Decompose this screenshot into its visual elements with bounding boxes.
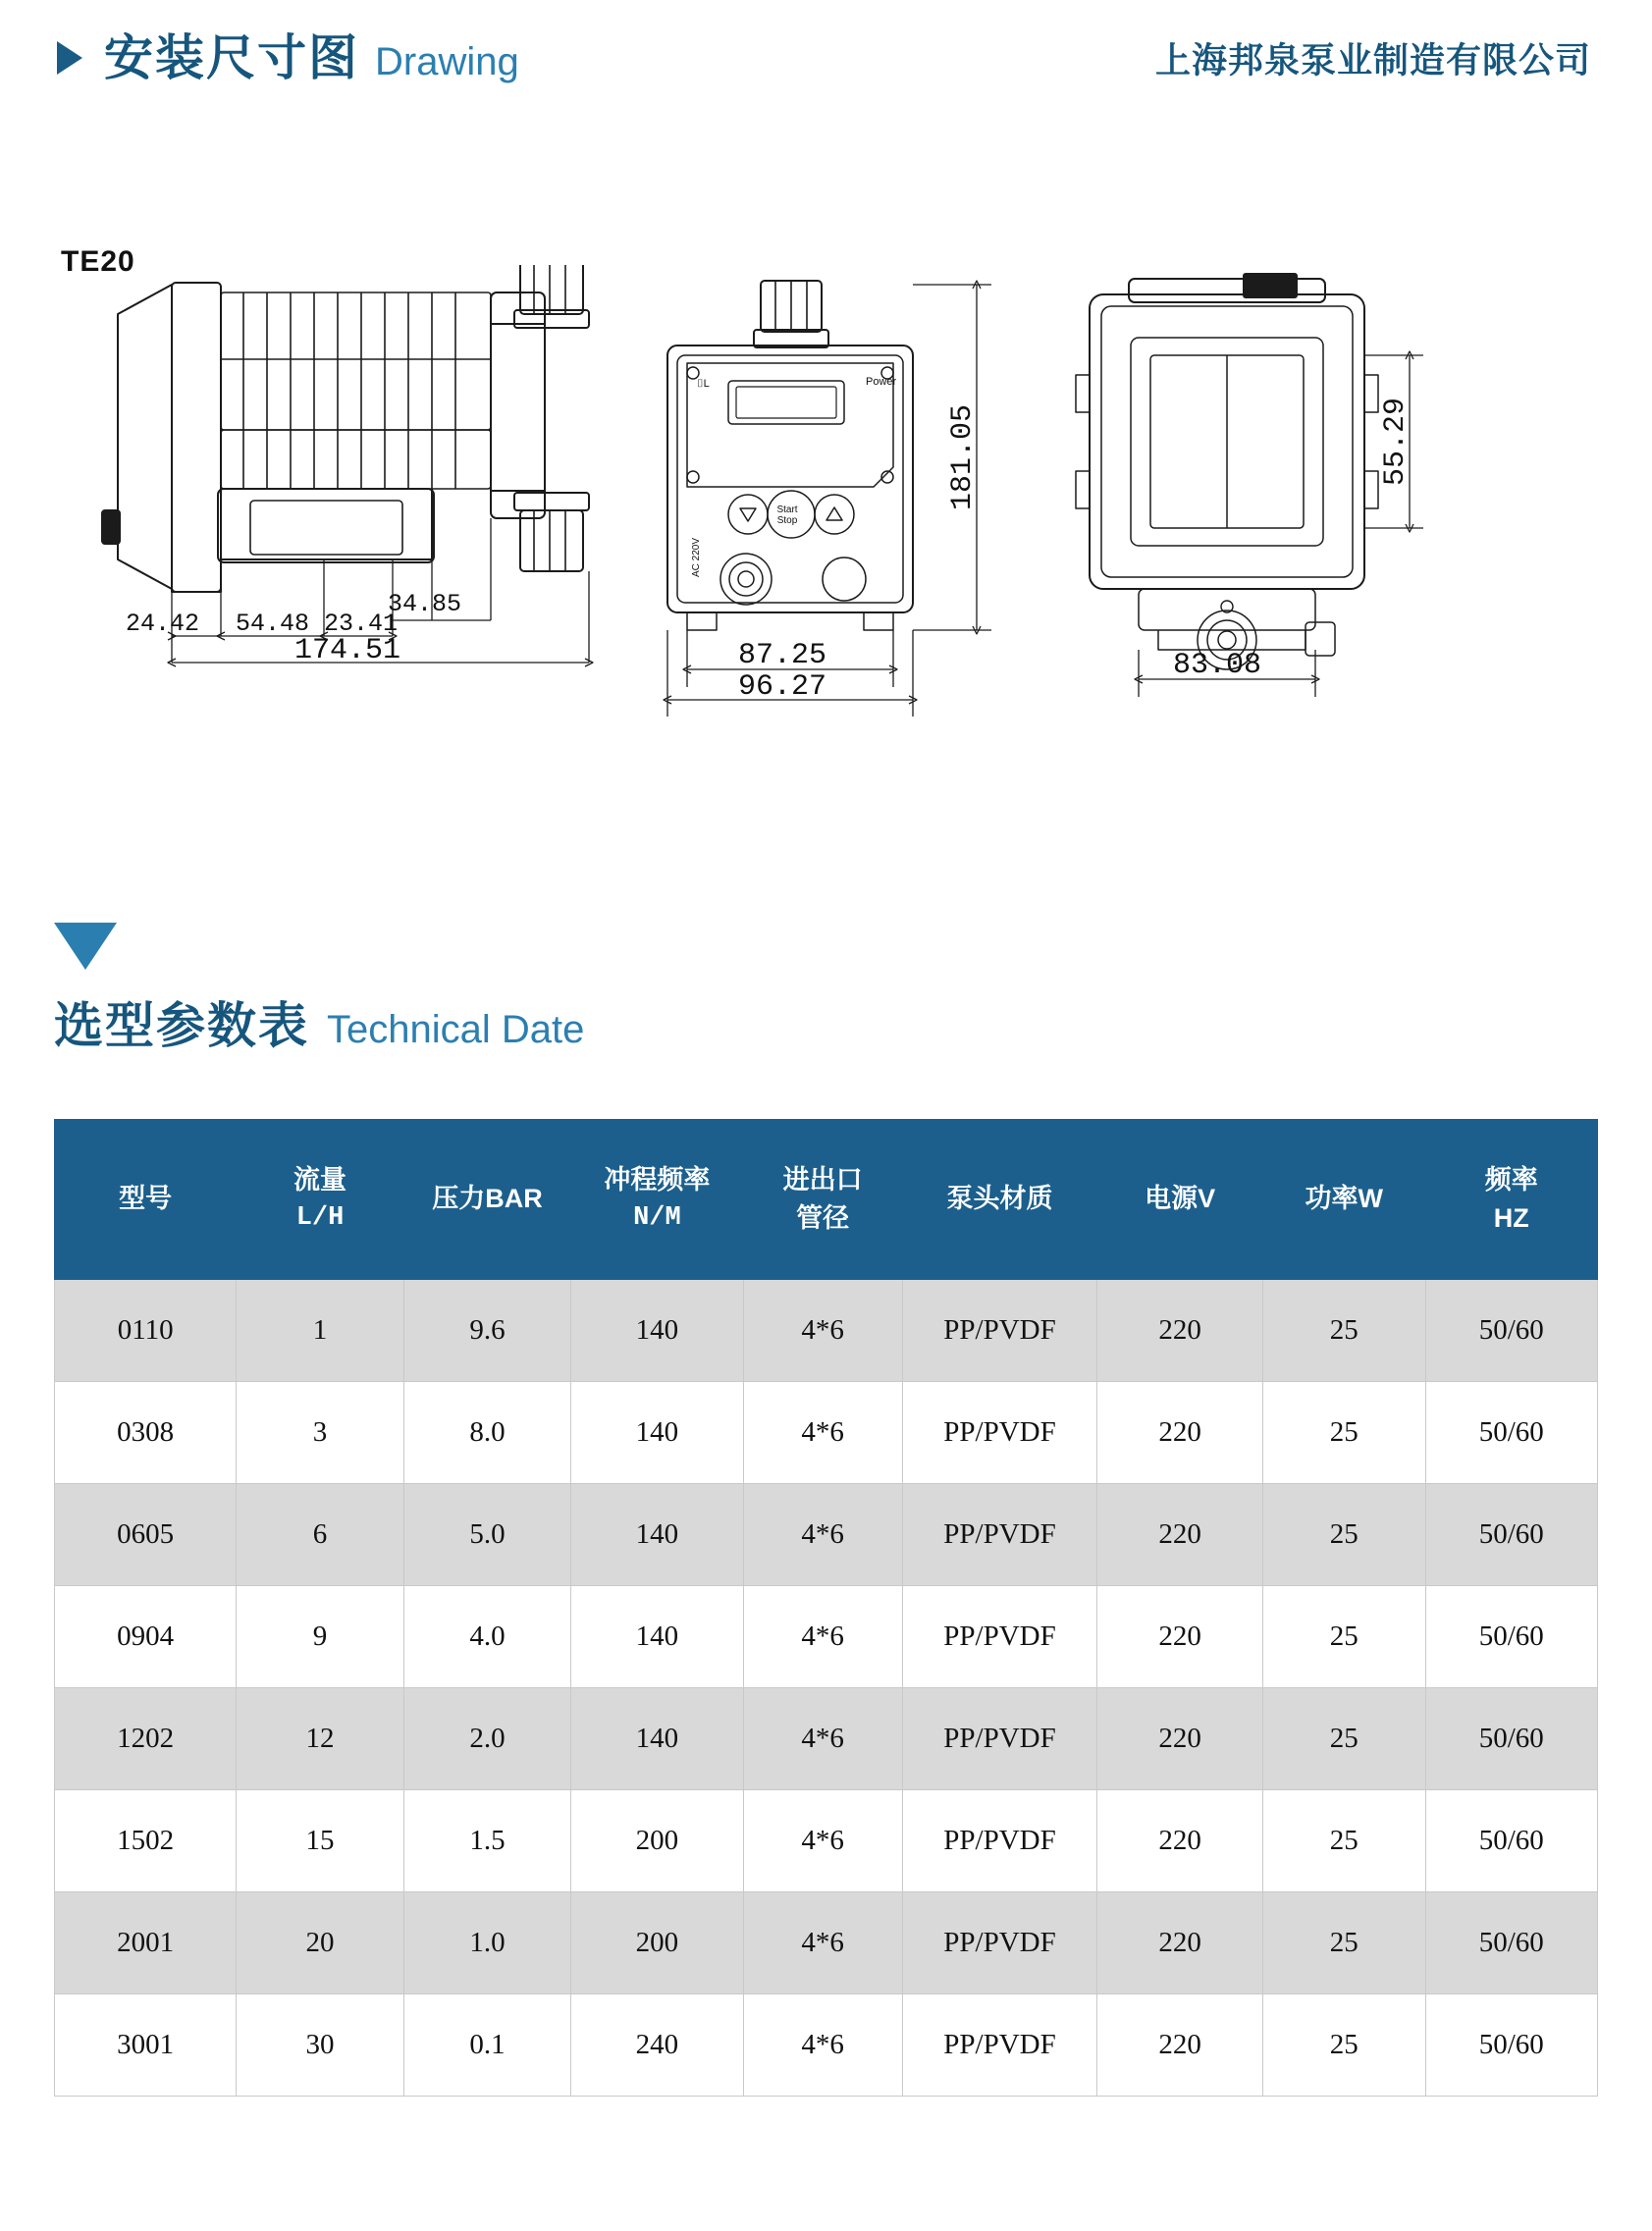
panel-start-label: Start [776, 505, 798, 515]
col-header-stroke-l2: N/M [633, 1203, 681, 1233]
panel-stop-label: Stop [776, 515, 798, 526]
page-title-cn: 安装尺寸图 [104, 30, 359, 85]
cell-model: 3001 [55, 1994, 237, 2097]
cell-pressure: 1.5 [403, 1790, 570, 1892]
cell-frequency: 50/60 [1425, 1688, 1598, 1790]
section-title-cn: 选型参数表 [54, 998, 309, 1053]
table-header-row [55, 1120, 1598, 1280]
col-header-flow-l1: 流量 [293, 1164, 347, 1195]
table-body [55, 1280, 1598, 2097]
col-header-frequency-l1: 频率 [1484, 1164, 1538, 1195]
cell-flow: 3 [237, 1382, 403, 1484]
cell-pipe: 4*6 [743, 1688, 902, 1790]
cell-frequency: 50/60 [1425, 1280, 1598, 1382]
cell-voltage: 220 [1097, 1994, 1263, 2097]
cell-voltage: 220 [1097, 1382, 1263, 1484]
col-header-pressure-l1: 压力BAR [432, 1184, 543, 1214]
cell-flow: 6 [237, 1484, 403, 1586]
col-header-flow-l2: L/H [295, 1203, 345, 1233]
cell-pipe: 4*6 [743, 1280, 902, 1382]
cell-stroke: 140 [571, 1688, 743, 1790]
dim-23-41: 23.41 [324, 610, 399, 638]
col-header-stroke [571, 1120, 743, 1280]
cell-power: 25 [1263, 1994, 1425, 2097]
cell-stroke: 200 [571, 1790, 743, 1892]
cell-pipe: 4*6 [743, 1994, 902, 2097]
table-row [55, 1280, 1598, 1382]
cell-stroke: 200 [571, 1892, 743, 1994]
cell-pressure: 9.6 [403, 1280, 570, 1382]
table-row [55, 1586, 1598, 1688]
dim-34-85: 34.85 [388, 590, 462, 618]
cell-frequency: 50/60 [1425, 1994, 1598, 2097]
col-header-material-l1: 泵头材质 [946, 1184, 1053, 1214]
col-header-pressure [403, 1120, 570, 1280]
cell-frequency: 50/60 [1425, 1382, 1598, 1484]
cell-frequency: 50/60 [1425, 1892, 1598, 1994]
dim-96-27: 96.27 [738, 670, 827, 704]
col-header-material [902, 1120, 1097, 1280]
spec-table-wrapper [54, 1119, 1598, 2097]
cell-pipe: 4*6 [743, 1382, 902, 1484]
col-header-voltage-l1: 电源V [1145, 1184, 1216, 1214]
cell-voltage: 220 [1097, 1790, 1263, 1892]
col-header-frequency-l2: HZ [1493, 1203, 1529, 1233]
cell-stroke: 140 [571, 1484, 743, 1586]
cell-material: PP/PVDF [902, 1892, 1097, 1994]
col-header-pipe [743, 1120, 902, 1280]
cell-pressure: 5.0 [403, 1484, 570, 1586]
section-technical-heading [54, 998, 585, 1053]
cell-frequency: 50/60 [1425, 1484, 1598, 1586]
cell-pressure: 4.0 [403, 1586, 570, 1688]
cell-power: 25 [1263, 1892, 1425, 1994]
table-row [55, 1994, 1598, 2097]
col-header-flow [237, 1120, 403, 1280]
dim-54-48: 54.48 [236, 610, 310, 638]
cell-flow: 12 [237, 1688, 403, 1790]
cell-power: 25 [1263, 1586, 1425, 1688]
spec-table [54, 1119, 1598, 2097]
company-name: 上海邦泉泵业制造有限公司 [1154, 39, 1591, 80]
table-row [55, 1382, 1598, 1484]
cell-material: PP/PVDF [902, 1382, 1097, 1484]
cell-voltage: 220 [1097, 1280, 1263, 1382]
cell-power: 25 [1263, 1688, 1425, 1790]
cell-model: 0110 [55, 1280, 237, 1382]
cell-pressure: 0.1 [403, 1994, 570, 2097]
cell-material: PP/PVDF [902, 1484, 1097, 1586]
cell-stroke: 240 [571, 1994, 743, 2097]
table-row [55, 1484, 1598, 1586]
col-header-pipe-l1: 进出口 [782, 1164, 863, 1195]
cell-model: 2001 [55, 1892, 237, 1994]
col-header-power-l1: 功率W [1305, 1184, 1384, 1214]
cell-voltage: 220 [1097, 1892, 1263, 1994]
cell-pipe: 4*6 [743, 1892, 902, 1994]
cell-stroke: 140 [571, 1280, 743, 1382]
cell-flow: 9 [237, 1586, 403, 1688]
col-header-voltage [1097, 1120, 1263, 1280]
col-header-model-l1: 型号 [119, 1184, 173, 1214]
cell-material: PP/PVDF [902, 1586, 1097, 1688]
header-title-group [57, 30, 519, 85]
cell-pressure: 1.0 [403, 1892, 570, 1994]
cell-model: 0308 [55, 1382, 237, 1484]
cell-pressure: 8.0 [403, 1382, 570, 1484]
dim-181-05: 181.05 [946, 403, 980, 511]
page-header [0, 0, 1652, 116]
triangle-right-icon [57, 41, 82, 75]
cell-model: 1502 [55, 1790, 237, 1892]
cell-frequency: 50/60 [1425, 1790, 1598, 1892]
cell-stroke: 140 [571, 1382, 743, 1484]
dim-174-51: 174.51 [294, 634, 401, 667]
panel-left-label: ⌷L [697, 378, 710, 390]
cell-material: PP/PVDF [902, 1280, 1097, 1382]
table-row [55, 1892, 1598, 1994]
cell-model: 0904 [55, 1586, 237, 1688]
cell-power: 25 [1263, 1484, 1425, 1586]
table-row [55, 1790, 1598, 1892]
table-row [55, 1688, 1598, 1790]
cell-voltage: 220 [1097, 1484, 1263, 1586]
cell-material: PP/PVDF [902, 1994, 1097, 2097]
cell-pipe: 4*6 [743, 1484, 902, 1586]
cell-stroke: 140 [571, 1586, 743, 1688]
cell-voltage: 220 [1097, 1688, 1263, 1790]
dim-83-08: 83.08 [1173, 649, 1262, 682]
cell-pipe: 4*6 [743, 1586, 902, 1688]
col-header-pipe-l2: 管径 [796, 1203, 850, 1233]
panel-power-label: Power [866, 376, 897, 388]
section-title-en: Technical Date [327, 1008, 585, 1051]
cell-material: PP/PVDF [902, 1790, 1097, 1892]
dim-87-25: 87.25 [738, 639, 827, 672]
cell-material: PP/PVDF [902, 1688, 1097, 1790]
cell-power: 25 [1263, 1280, 1425, 1382]
col-header-model [55, 1120, 237, 1280]
cell-flow: 30 [237, 1994, 403, 2097]
cell-frequency: 50/60 [1425, 1586, 1598, 1688]
cell-model: 0605 [55, 1484, 237, 1586]
cell-power: 25 [1263, 1382, 1425, 1484]
col-header-power [1263, 1120, 1425, 1280]
technical-drawing [0, 265, 1652, 893]
cell-power: 25 [1263, 1790, 1425, 1892]
cell-voltage: 220 [1097, 1586, 1263, 1688]
panel-side-label: AC 220V [691, 537, 702, 577]
triangle-down-icon [54, 923, 117, 970]
col-header-stroke-l1: 冲程频率 [604, 1164, 711, 1195]
cell-flow: 1 [237, 1280, 403, 1382]
col-header-frequency [1425, 1120, 1598, 1280]
page-title-en: Drawing [375, 40, 519, 83]
dim-55-29: 55.29 [1379, 397, 1412, 487]
cell-flow: 15 [237, 1790, 403, 1892]
cell-model: 1202 [55, 1688, 237, 1790]
dim-24-42: 24.42 [126, 610, 200, 638]
cell-flow: 20 [237, 1892, 403, 1994]
model-label: TE20 [61, 245, 135, 278]
cell-pressure: 2.0 [403, 1688, 570, 1790]
cell-pipe: 4*6 [743, 1790, 902, 1892]
